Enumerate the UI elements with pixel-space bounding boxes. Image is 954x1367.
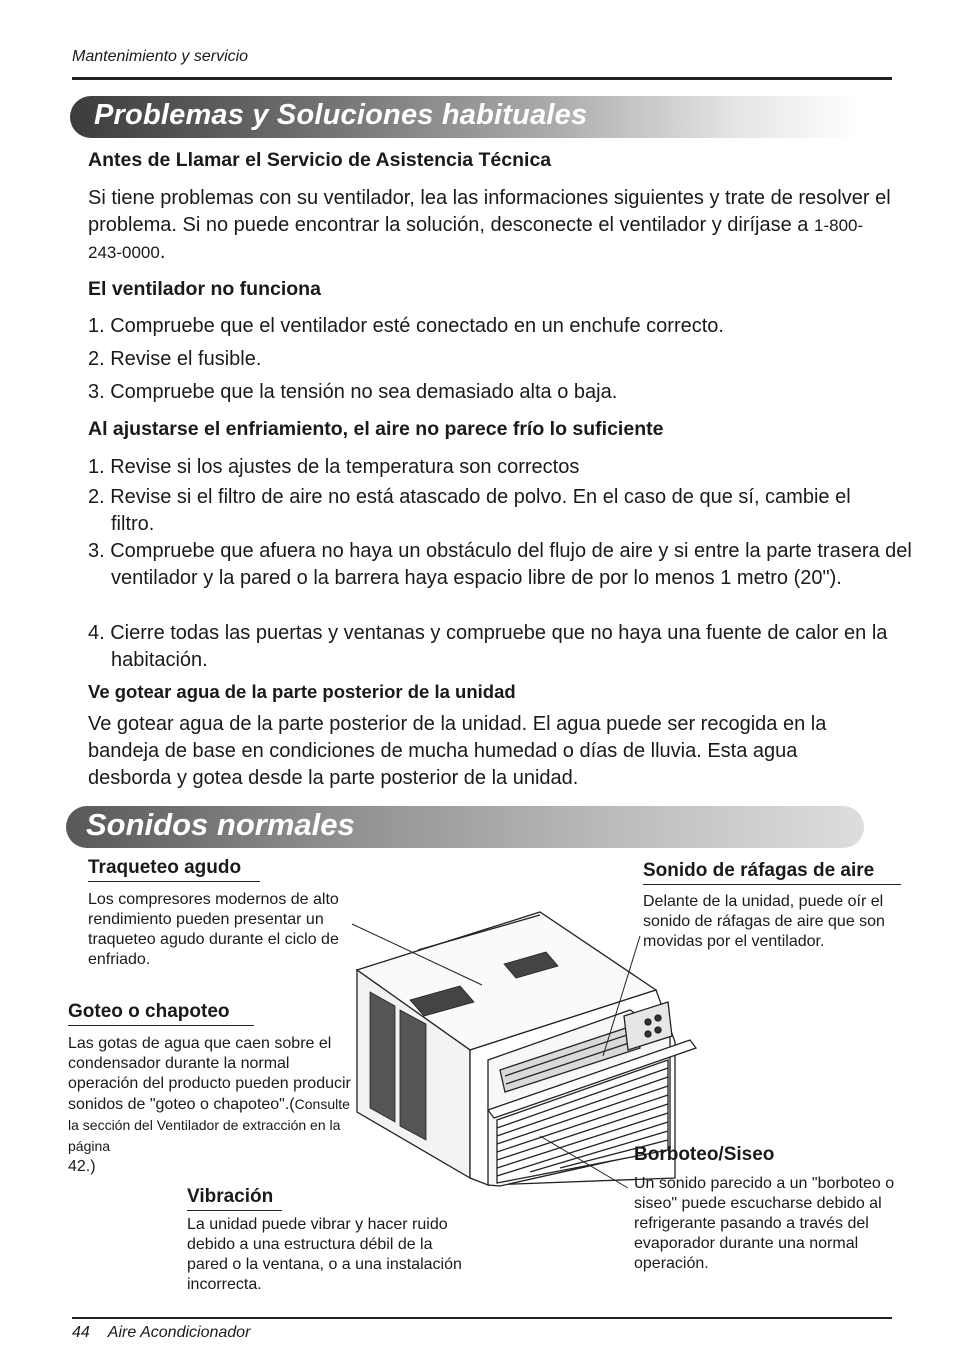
sounds-title: Sonidos normales [86, 807, 355, 842]
page-number: 44 [72, 1324, 90, 1341]
section-header: Mantenimiento y servicio [72, 48, 249, 65]
not-cold-item-1: 1. Revise si los ajustes de la temperatura son correctos [88, 456, 580, 478]
product-name: Aire Acondicionador [107, 1324, 251, 1341]
gusts-heading: Sonido de ráfagas de aire [643, 860, 901, 885]
bottom-rule [72, 1317, 892, 1319]
not-cold-item-3: 3. Compruebe que afuera no haya un obstáculo del flujo de aire y si entre la parte trasera del ventilador y la pared o la barrera haya espacio libre de por lo menos 1 metro (20"). [88, 540, 912, 589]
not-cold-item-4: 4. Cierre todas las puertas y ventanas y compruebe que no haya una fuente de calor en la habitación. [88, 622, 888, 671]
not-working-item-3: 3. Compruebe que la tensión no sea demasiado alta o baja. [88, 381, 618, 403]
vibration-heading: Vibración [187, 1186, 282, 1211]
splash-reference: Consulte la sección del Ventilador de extracción en la página [68, 1096, 350, 1154]
gurgle-heading: Borboteo/Siseo [634, 1144, 775, 1165]
vibration-text: La unidad puede vibrar y hacer ruido debido a una estructura débil de la pared o la ventana, o a una instalación incorrecta. [187, 1216, 462, 1293]
support-phone: 1-800-243-0000 [88, 216, 864, 262]
before-call-heading: Antes de Llamar el Servicio de Asistencia Técnica [88, 149, 552, 171]
not-working-item-1: 1. Compruebe que el ventilador esté conectado en un enchufe correcto. [88, 315, 724, 337]
splash-heading: Goteo o chapoteo [68, 1001, 254, 1026]
rattle-text: Los compresores modernos de alto rendimiento pueden presentar un traqueteo agudo durante el ciclo de enfriado. [88, 891, 339, 968]
gurgle-text: Un sonido parecido a un "borboteo o siseo" puede escucharse debido al refrigerante pasando a través del evaporador durante una normal operación. [634, 1175, 895, 1272]
splash-body: Las gotas de agua que caen sobre el condensador durante la normal operación del producto pueden producir sonidos de "goteo o chapoteo".( [68, 1035, 351, 1113]
splash-text [68, 1034, 353, 1177]
page-footer [72, 1324, 250, 1342]
not-working-heading: El ventilador no funciona [88, 278, 321, 300]
not-cold-heading: Al ajustarse el enfriamiento, el aire no parece frío lo suficiente [88, 418, 664, 440]
not-working-item-2: 2. Revise el fusible. [88, 348, 262, 370]
rattle-heading: Traqueteo agudo [88, 857, 260, 882]
not-cold-item-2: 2. Revise si el filtro de aire no está atascado de polvo. En el caso de que sí, cambie el filtro. [88, 486, 851, 535]
before-call-end: . [159, 241, 166, 263]
gusts-text: Delante de la unidad, puede oír el sonido de ráfagas de aire que son movidas por el ventilador. [643, 893, 885, 950]
before-call-body: Si tiene problemas con su ventilador, lea las informaciones siguientes y trate de resolver el problema. Si no puede encontrar la solución, desconecte el ventilador y diríjase a [88, 187, 891, 236]
dripping-text: Ve gotear agua de la parte posterior de la unidad. El agua puede ser recogida en la bandeja de base en condiciones de mucha humedad o días de lluvia. Esta agua desborda y gotea desde la parte posterior de la unidad. [88, 713, 827, 789]
dripping-heading: Ve gotear agua de la parte posterior de la unidad [88, 681, 516, 702]
problems-title: Problemas y Soluciones habituales [94, 99, 588, 131]
splash-reference-end: 42.) [68, 1158, 96, 1175]
